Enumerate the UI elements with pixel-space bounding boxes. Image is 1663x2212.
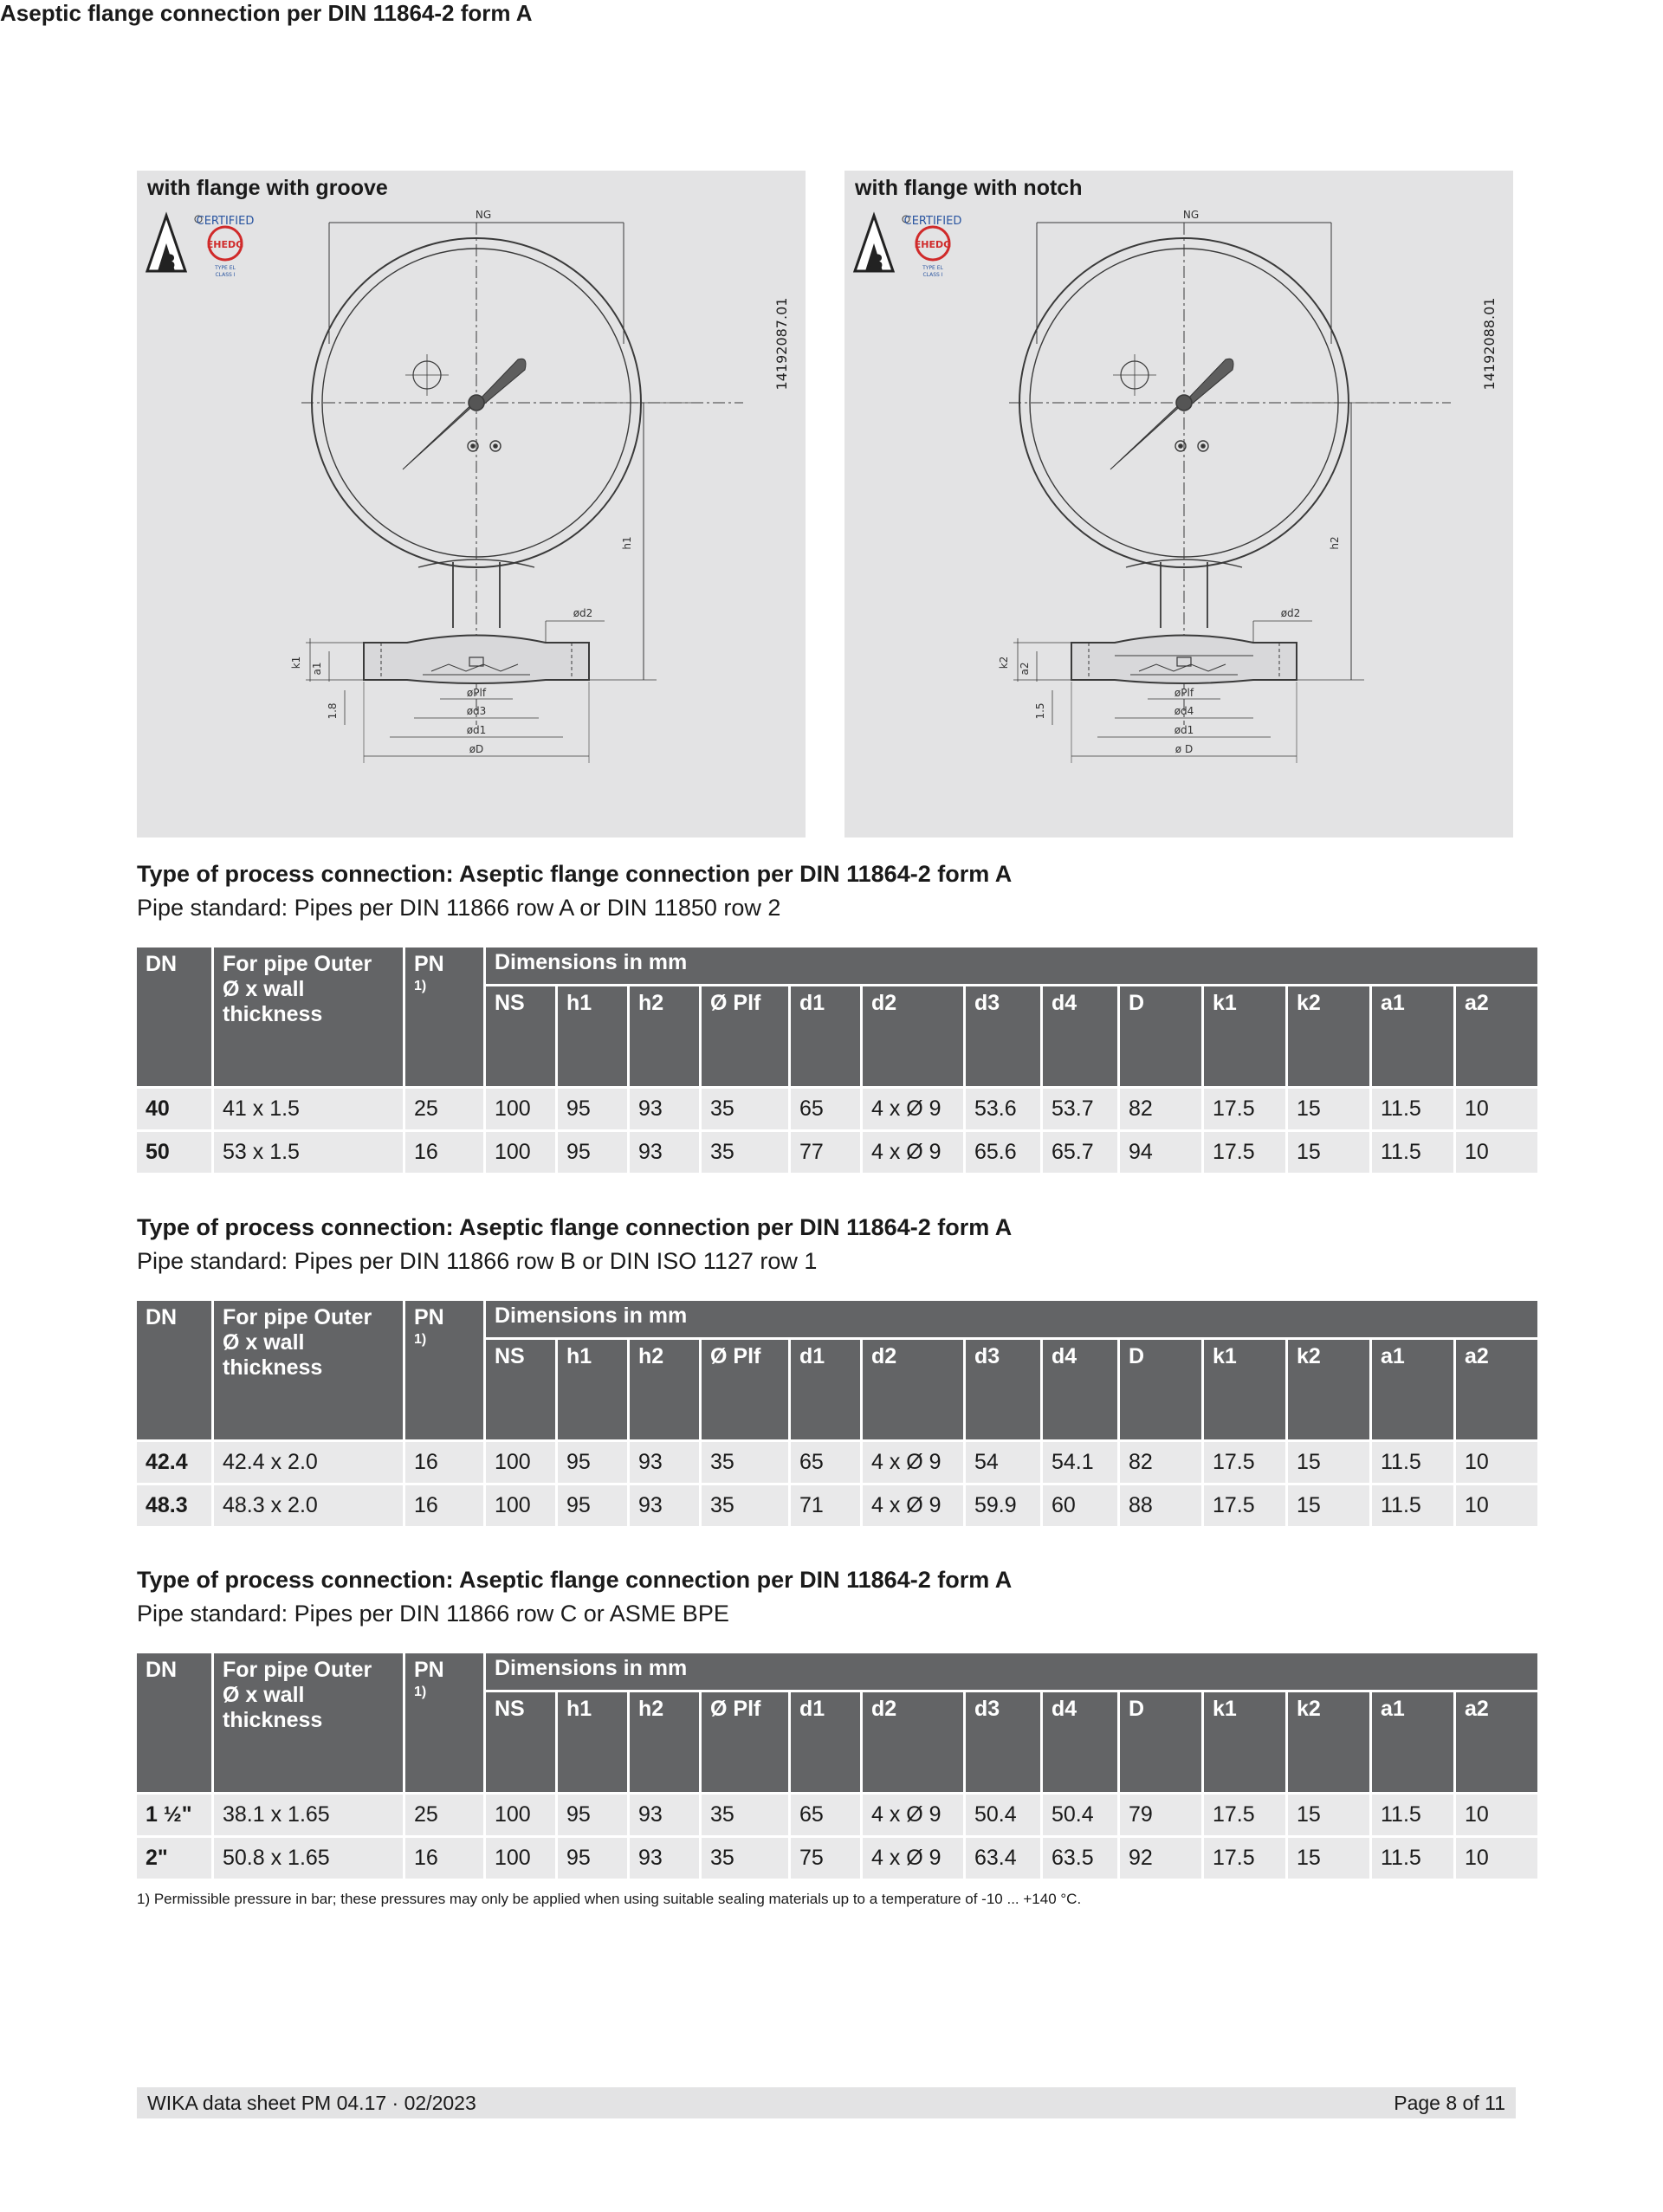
ehedg-type-text: TYPE EL [215,265,236,271]
page-heading: Aseptic flange connection per DIN 11864-2 form A [0,0,533,26]
figure-label: with flange with groove [147,176,388,200]
cell-value: 17.5 [1204,1089,1285,1129]
header-col: h1 [558,1692,627,1792]
header-dn: DN [137,1301,211,1439]
cell-value: 100 [486,1132,555,1173]
dim-D: ø D [1174,743,1194,755]
a3-logo [147,216,202,275]
header-pn [405,1301,483,1439]
header-col: k1 [1204,1340,1285,1439]
dimensions-table [134,1651,1540,1881]
cell-pipe: 38.1 x 1.65 [214,1795,403,1835]
cell-value: 4 x Ø 9 [863,1132,963,1173]
dim-d3: ød3 [466,705,487,717]
cell-value: 93 [630,1132,699,1173]
header-col: k2 [1288,1692,1369,1792]
header-col: D [1120,1692,1201,1792]
cell-value: 95 [558,1089,627,1129]
cell-dn: 1 ½" [137,1795,211,1835]
dim-ng: NG [475,209,492,221]
certified-text: CERTIFIED [196,215,255,228]
cell-value: 4 x Ø 9 [863,1485,963,1526]
ehedg-text: EHEDG [914,239,952,250]
figure-panel-groove [137,171,806,838]
cell-value: 50.4 [966,1795,1040,1835]
header-col: a1 [1372,1692,1453,1792]
table-row [137,1485,1537,1526]
cell-value: 88 [1120,1485,1201,1526]
header-col: k2 [1288,986,1369,1086]
cell-value: 100 [486,1795,555,1835]
section-subtitle: Pipe standard: Pipes per DIN 11866 row C or ASME BPE [137,1601,729,1627]
table-row [137,1089,1537,1129]
cell-dn: 40 [137,1089,211,1129]
cell-value: 4 x Ø 9 [863,1089,963,1129]
cell-value: 77 [791,1132,860,1173]
dim-plf: øPlf [1174,687,1194,699]
header-col: Ø Plf [702,986,788,1086]
dim-D: øD [469,743,484,755]
section-title: Type of process connection: Aseptic flange connection per DIN 11864-2 form A [137,1214,1013,1240]
cell-dn: 48.3 [137,1485,211,1526]
cell-value: 100 [486,1442,555,1483]
header-dn: DN [137,948,211,1086]
cell-value: 53.7 [1043,1089,1117,1129]
a3-logo [855,216,909,275]
gauge-drawing [137,171,806,838]
a3-logo-number: 3 [161,250,177,275]
cell-value: 15 [1288,1795,1369,1835]
cell-value: 94 [1120,1132,1201,1173]
dim-h: h1 [621,536,633,550]
header-col: D [1120,986,1201,1086]
cell-value: 95 [558,1485,627,1526]
header-col: d1 [791,1692,860,1792]
cell-value: 63.4 [966,1838,1040,1879]
cell-value: 17.5 [1204,1442,1285,1483]
header-col: a1 [1372,986,1453,1086]
cell-value: 93 [630,1442,699,1483]
cell-value: 11.5 [1372,1838,1453,1879]
cell-value: 95 [558,1795,627,1835]
cell-value: 35 [702,1795,788,1835]
header-col: d2 [863,1340,963,1439]
header-pn-label: PN [414,1658,444,1682]
cell-value: 65.6 [966,1132,1040,1173]
cell-value: 10 [1456,1442,1537,1483]
header-pipe: For pipe Outer Ø x wall thickness [214,1653,403,1792]
header-col: d3 [966,1692,1040,1792]
header-pn-label: PN [414,1305,444,1329]
cell-value: 59.9 [966,1485,1040,1526]
header-col: k2 [1288,1340,1369,1439]
cell-value: 10 [1456,1838,1537,1879]
header-dimensions: Dimensions in mm [486,1653,1537,1690]
cell-value: 93 [630,1838,699,1879]
header-col: a2 [1456,1692,1537,1792]
cell-value: 10 [1456,1485,1537,1526]
dim-d3: ød4 [1174,705,1194,717]
figure-panel-notch [844,171,1513,838]
cell-value: 95 [558,1132,627,1173]
header-col: NS [486,1692,555,1792]
ehedg-logo [904,215,962,278]
table-row [137,1838,1537,1879]
header-col: d4 [1043,1692,1117,1792]
cell-value: 95 [558,1838,627,1879]
header-dn: DN [137,1653,211,1792]
header-col: h2 [630,1692,699,1792]
dim-ng: NG [1182,209,1200,221]
dimensions-table [134,945,1540,1175]
cell-value: 75 [791,1838,860,1879]
cell-value: 15 [1288,1838,1369,1879]
section-subtitle: Pipe standard: Pipes per DIN 11866 row B or DIN ISO 1127 row 1 [137,1248,818,1274]
cell-value: 17.5 [1204,1485,1285,1526]
section-title: Type of process connection: Aseptic flange connection per DIN 11864-2 form A [137,1567,1013,1593]
header-col: Ø Plf [702,1340,788,1439]
cell-value: 15 [1288,1485,1369,1526]
cell-value: 11.5 [1372,1485,1453,1526]
cell-pn: 25 [405,1089,483,1129]
cell-value: 93 [630,1485,699,1526]
cell-value: 11.5 [1372,1442,1453,1483]
section-title: Type of process connection: Aseptic flange connection per DIN 11864-2 form A [137,861,1013,887]
cell-pipe: 41 x 1.5 [214,1089,403,1129]
cell-dn: 42.4 [137,1442,211,1483]
cell-value: 15 [1288,1442,1369,1483]
header-col: h1 [558,1340,627,1439]
cell-value: 35 [702,1485,788,1526]
cell-value: 50.4 [1043,1795,1117,1835]
cell-value: 10 [1456,1089,1537,1129]
cell-value: 65.7 [1043,1132,1117,1173]
cell-value: 4 x Ø 9 [863,1838,963,1879]
cell-value: 35 [702,1838,788,1879]
ehedg-class-text: CLASS I [922,272,943,278]
gauge-drawing [844,171,1513,838]
header-col: d3 [966,1340,1040,1439]
cell-value: 4 x Ø 9 [863,1442,963,1483]
header-pn-note: 1) [414,1685,427,1699]
cell-value: 15 [1288,1089,1369,1129]
header-dimensions: Dimensions in mm [486,948,1537,984]
dim-gap: 1.5 [1034,702,1046,720]
header-pn-label: PN [414,952,444,976]
header-col: a2 [1456,1340,1537,1439]
table-row [137,1132,1537,1173]
header-col: k1 [1204,986,1285,1086]
cell-pipe: 53 x 1.5 [214,1132,403,1173]
cell-pn: 16 [405,1132,483,1173]
cell-pn: 16 [405,1838,483,1879]
header-col: a1 [1372,1340,1453,1439]
header-col: d4 [1043,986,1117,1086]
cell-pipe: 42.4 x 2.0 [214,1442,403,1483]
header-col: d1 [791,1340,860,1439]
dim-d2: ød2 [1280,607,1301,619]
cell-pipe: 50.8 x 1.65 [214,1838,403,1879]
cell-pipe: 48.3 x 2.0 [214,1485,403,1526]
header-col: h2 [630,986,699,1086]
figure-label: with flange with notch [855,176,1083,200]
section-subtitle: Pipe standard: Pipes per DIN 11866 row A or DIN 11850 row 2 [137,895,781,921]
dimensions-table [134,1298,1540,1529]
header-col: h1 [558,986,627,1086]
cell-value: 82 [1120,1442,1201,1483]
cell-value: 10 [1456,1132,1537,1173]
cell-value: 60 [1043,1485,1117,1526]
header-pn-note: 1) [414,1332,427,1347]
cell-pn: 25 [405,1795,483,1835]
cell-value: 71 [791,1485,860,1526]
dim-d1: ød1 [1174,724,1194,736]
header-col: h2 [630,1340,699,1439]
header-dimensions: Dimensions in mm [486,1301,1537,1337]
cell-value: 53.6 [966,1089,1040,1129]
cell-dn: 2" [137,1838,211,1879]
cell-value: 63.5 [1043,1838,1117,1879]
header-col: d4 [1043,1340,1117,1439]
header-col: D [1120,1340,1201,1439]
footer-page-number: Page 8 of 11 [1394,2092,1505,2114]
cell-value: 35 [702,1132,788,1173]
certified-text: CERTIFIED [903,215,962,228]
drawing-number: 14192088.01 [1481,297,1498,391]
page-footer [137,2087,1516,2118]
header-col: k1 [1204,1692,1285,1792]
dim-d1: ød1 [466,724,487,736]
cell-value: 92 [1120,1838,1201,1879]
cell-value: 11.5 [1372,1795,1453,1835]
cell-pn: 16 [405,1485,483,1526]
header-col: d1 [791,986,860,1086]
cell-value: 17.5 [1204,1838,1285,1879]
cell-value: 100 [486,1485,555,1526]
dim-plf: øPlf [466,687,487,699]
cell-dn: 50 [137,1132,211,1173]
cell-value: 17.5 [1204,1132,1285,1173]
drawing-number: 14192087.01 [773,297,790,391]
cell-value: 11.5 [1372,1089,1453,1129]
footer-doc-id: WIKA data sheet PM 04.17 · 02/2023 [147,2092,476,2114]
cell-value: 17.5 [1204,1795,1285,1835]
cell-value: 35 [702,1089,788,1129]
header-pipe: For pipe Outer Ø x wall thickness [214,1301,403,1439]
header-pn-note: 1) [414,979,427,993]
dim-a: a1 [311,662,323,676]
cell-value: 93 [630,1795,699,1835]
ehedg-logo [197,215,255,278]
cell-value: 65 [791,1089,860,1129]
cell-value: 54 [966,1442,1040,1483]
header-pn [405,948,483,1086]
header-col: NS [486,986,555,1086]
ehedg-text: EHEDG [206,239,244,250]
cell-value: 100 [486,1838,555,1879]
cell-value: 65 [791,1442,860,1483]
cell-value: 15 [1288,1132,1369,1173]
cell-value: 65 [791,1795,860,1835]
cell-value: 35 [702,1442,788,1483]
dim-gap: 1.8 [327,702,339,720]
cell-value: 100 [486,1089,555,1129]
cell-value: 93 [630,1089,699,1129]
table-row [137,1442,1537,1483]
footnote: 1) Permissible pressure in bar; these pressures may only be applied when using suitable sealing materials up to a temperature of -10 ... +140 °C. [137,1891,1082,1907]
a3-logo-number: 3 [869,250,884,275]
header-col: d3 [966,986,1040,1086]
cell-value: 10 [1456,1795,1537,1835]
header-col: NS [486,1340,555,1439]
table-row [137,1795,1537,1835]
dim-k: k1 [290,656,302,669]
dim-h: h2 [1329,536,1341,550]
dim-a: a2 [1019,662,1031,676]
ehedg-type-text: TYPE EL [922,265,943,271]
cell-value: 95 [558,1442,627,1483]
cell-value: 82 [1120,1089,1201,1129]
header-col: Ø Plf [702,1692,788,1792]
ehedg-class-text: CLASS I [215,272,236,278]
cell-value: 4 x Ø 9 [863,1795,963,1835]
header-pn [405,1653,483,1792]
cell-value: 54.1 [1043,1442,1117,1483]
cell-pn: 16 [405,1442,483,1483]
cell-value: 79 [1120,1795,1201,1835]
cell-value: 11.5 [1372,1132,1453,1173]
dim-d2: ød2 [573,607,593,619]
header-pipe: For pipe Outer Ø x wall thickness [214,948,403,1086]
header-col: d2 [863,1692,963,1792]
dim-k: k2 [998,656,1010,669]
header-col: a2 [1456,986,1537,1086]
header-col: d2 [863,986,963,1086]
